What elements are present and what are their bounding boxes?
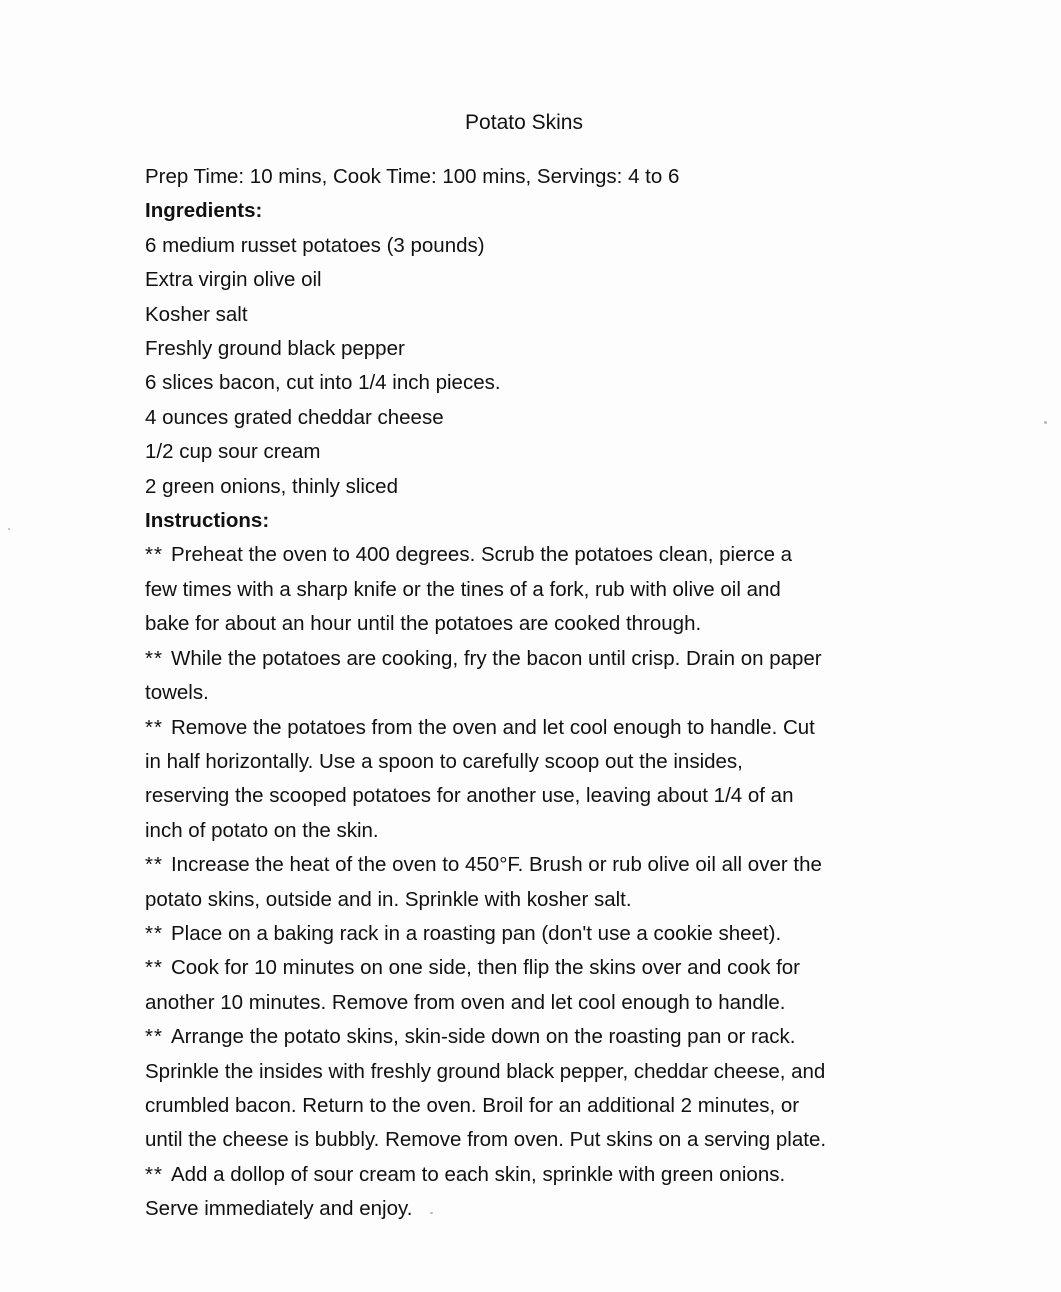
instruction-line: another 10 minutes. Remove from oven and let cool enough to handle. [145, 990, 786, 1014]
instruction-line: reserving the scooped potatoes for another use, leaving about 1/4 of an [145, 784, 794, 808]
step-marker: ** [145, 715, 163, 739]
ingredient-item: Kosher salt [145, 302, 248, 326]
ingredient-item: 2 green onions, thinly sliced [145, 474, 398, 498]
instruction-step [145, 917, 920, 951]
recipe-title: Potato Skins [465, 111, 583, 134]
instruction-line: in half horizontally. Use a spoon to carefully scoop out the insides, [145, 749, 743, 773]
instruction-line [145, 951, 920, 985]
instruction-text: Place on a baking rack in a roasting pan (don't use a cookie sheet). [170, 921, 782, 945]
recipe-body [145, 160, 920, 1227]
instruction-text: Remove the potatoes from the oven and let cool enough to handle. Cut [170, 715, 815, 739]
recipe-meta-line: Prep Time: 10 mins, Cook Time: 100 mins, Servings: 4 to 6 [145, 165, 680, 188]
instruction-text: While the potatoes are cooking, fry the bacon until crisp. Drain on paper [170, 646, 822, 670]
instruction-line: Serve immediately and enjoy. [145, 1197, 413, 1221]
instruction-step [145, 848, 920, 917]
instruction-line [145, 917, 920, 951]
instruction-step [145, 538, 920, 641]
ingredient-item: Freshly ground black pepper [145, 337, 405, 361]
instruction-line [145, 642, 920, 676]
instruction-text: Increase the heat of the oven to 450°F. Brush or rub olive oil all over the [170, 853, 822, 877]
ingredients-heading: Ingredients: [145, 199, 263, 223]
instruction-step [145, 1020, 920, 1158]
instruction-line [145, 1158, 920, 1192]
step-marker: ** [145, 543, 163, 567]
step-marker: ** [145, 646, 163, 670]
instruction-line: bake for about an hour until the potatoes are cooked through. [145, 612, 702, 636]
ingredient-item: 6 medium russet potatoes (3 pounds) [145, 233, 485, 257]
step-marker: ** [145, 956, 163, 980]
instruction-line: inch of potato on the skin. [145, 818, 379, 842]
instruction-text: Cook for 10 minutes on one side, then flip the skins over and cook for [170, 956, 800, 980]
ingredient-item: Extra virgin olive oil [145, 268, 322, 292]
step-marker: ** [145, 853, 163, 877]
step-marker: ** [145, 1025, 163, 1049]
instruction-text: Preheat the oven to 400 degrees. Scrub the potatoes clean, pierce a [170, 543, 793, 567]
instructions-list [145, 538, 920, 1226]
instructions-heading: Instructions: [145, 509, 270, 533]
scan-speck [430, 1212, 433, 1214]
instruction-step [145, 951, 920, 1020]
instruction-line [145, 711, 920, 745]
instruction-step [145, 642, 920, 711]
instruction-step [145, 711, 920, 849]
step-marker: ** [145, 921, 163, 945]
step-marker: ** [145, 1162, 163, 1186]
scan-speck [1044, 421, 1047, 424]
instruction-line: until the cheese is bubbly. Remove from oven. Put skins on a serving plate. [145, 1128, 827, 1152]
instruction-line [145, 1020, 920, 1054]
instruction-line: towels. [145, 681, 209, 705]
instruction-line: crumbled bacon. Return to the oven. Broil for an additional 2 minutes, or [145, 1093, 800, 1117]
instruction-line: potato skins, outside and in. Sprinkle with kosher salt. [145, 887, 632, 911]
scan-speck [8, 528, 10, 530]
instruction-line: Sprinkle the insides with freshly ground black pepper, cheddar cheese, and [145, 1059, 826, 1083]
instruction-text: Arrange the potato skins, skin-side down on the roasting pan or rack. [170, 1025, 796, 1049]
instruction-line [145, 848, 920, 882]
ingredient-item: 1/2 cup sour cream [145, 440, 321, 464]
ingredient-item: 4 ounces grated cheddar cheese [145, 405, 444, 429]
ingredients-list [145, 229, 920, 504]
ingredient-item: 6 slices bacon, cut into 1/4 inch pieces. [145, 371, 501, 395]
instruction-line [145, 538, 920, 572]
instruction-text: Add a dollop of sour cream to each skin, sprinkle with green onions. [170, 1162, 786, 1186]
instruction-line: few times with a sharp knife or the tines of a fork, rub with olive oil and [145, 577, 781, 601]
instruction-step [145, 1158, 920, 1227]
